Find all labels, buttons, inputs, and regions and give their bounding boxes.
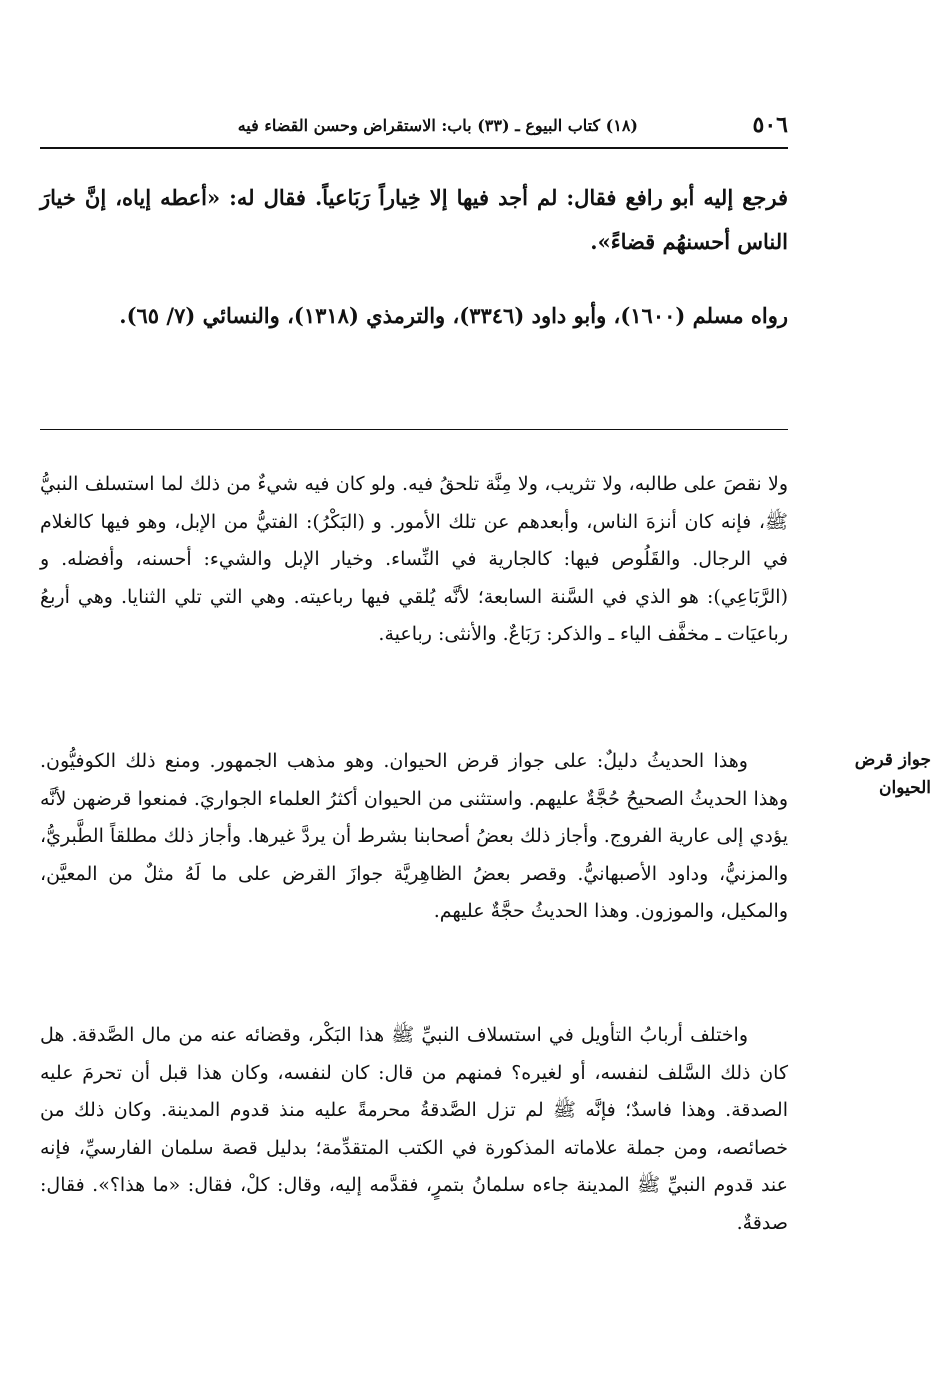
commentary-paragraph-2: وهذا الحديثُ دليلٌ: على جواز قرض الحيوان. وهو مذهب الجمهور. ومنع ذلك الكوفيُّون. وهذا الحديثُ الصحيحُ حُجَّةٌ عليهم. واستثنى من الحيوان أكثرُ العلماء الجواريَ. فمنعوا قرضهن لأنَّه يؤدي إلى عارية الفروج. وأجاز ذلك بعضُ أصحابنا بشرط أن يردَّ غيرها. وأجاز ذلك مطلقاً الطَّبريُّ، والمزنيُّ، وداود الأصبهانيُّ. وقصر بعضُ الظاهِريَّة جوازَ القرض على ما لَهُ مثلٌ من المعيَّن، والمكيل، والموزون. وهذا الحديثُ حجَّةٌ عليهم. — [40, 750, 788, 923]
section-divider — [40, 429, 788, 430]
commentary-paragraph-3: واختلف أربابُ التأويل في استسلاف النبيِّ ﷺ هذا البَكْر، وقضائه عنه من مال الصَّدقة. هل كان ذلك السَّلف لنفسه، أو لغيره؟ فمنهم من قال: كان لنفسه، وكان هذا قبل أن تحرمَ عليه الصدقة. وهذا فاسدٌ؛ فإنَّه ﷺ لم تزل الصَّدقةُ محرمةً عليه منذ قدوم المدينة. وكان ذلك من خصائصه، ومن جملة علاماته المذكورة في الكتب المتقدِّمة؛ بدليل قصة سلمان الفارسيِّ، فإنه عند قدوم النبيِّ ﷺ المدينة جاءه سلمانُ بتمرٍ، فقدَّمه إليه، وقال: كلْ، فقال: «ما هذا؟». فقال: صدقةٌ. — [40, 1024, 788, 1234]
running-title: (١٨) كتاب البيوع ـ (٣٣) باب: الاستقراض وحسن القضاء فيه — [237, 116, 638, 135]
margin-note: جواز قرض الحيوان — [854, 750, 931, 798]
commentary-paragraph-1: ولا نقصَ على طالبه، ولا تثريب، ولا مِنَّة تلحقُ فيه. ولو كان فيه شيءٌ من ذلك لما استسلف النبيُّ ﷺ، فإنه كان أنزهَ الناس، وأبعدهم عن تلك الأمور. و (البَكْرُ): الفتيُّ من الإبل، وهو فيها كالغلام في الرجال. والقَلُوص فيها: كالجارية في النِّساء. وخيار الإبل والشيء: أحسنه، وأفضله. و (الرَّبَاعِي): هو الذي في السَّنة السابعة؛ لأنَّه يُلقي فيها رباعيته. وهي التي تلي الثنايا. وهي أربعُ رباعيَات ـ مخفَّف الياء ـ والذكر: رَبَاعٌ. والأنثى: رباعية. — [40, 473, 788, 646]
page-number: ٥٠٦ — [752, 112, 788, 138]
hadith-text: فرجع إليه أبو رافع فقال: لم أجد فيها إلا خِياراً رَبَاعياً. فقال له: «أعطه إياه، إنَّ خيارَ الناس أحسنهُم قضاءً». — [40, 185, 788, 254]
hadith-source: رواه مسلم (١٦٠٠)، وأبو داود (٣٣٤٦)، والترمذي (١٣١٨)، والنسائي (٧/ ٦٥). — [119, 303, 788, 328]
header-divider — [40, 147, 788, 149]
page-header — [40, 112, 788, 144]
